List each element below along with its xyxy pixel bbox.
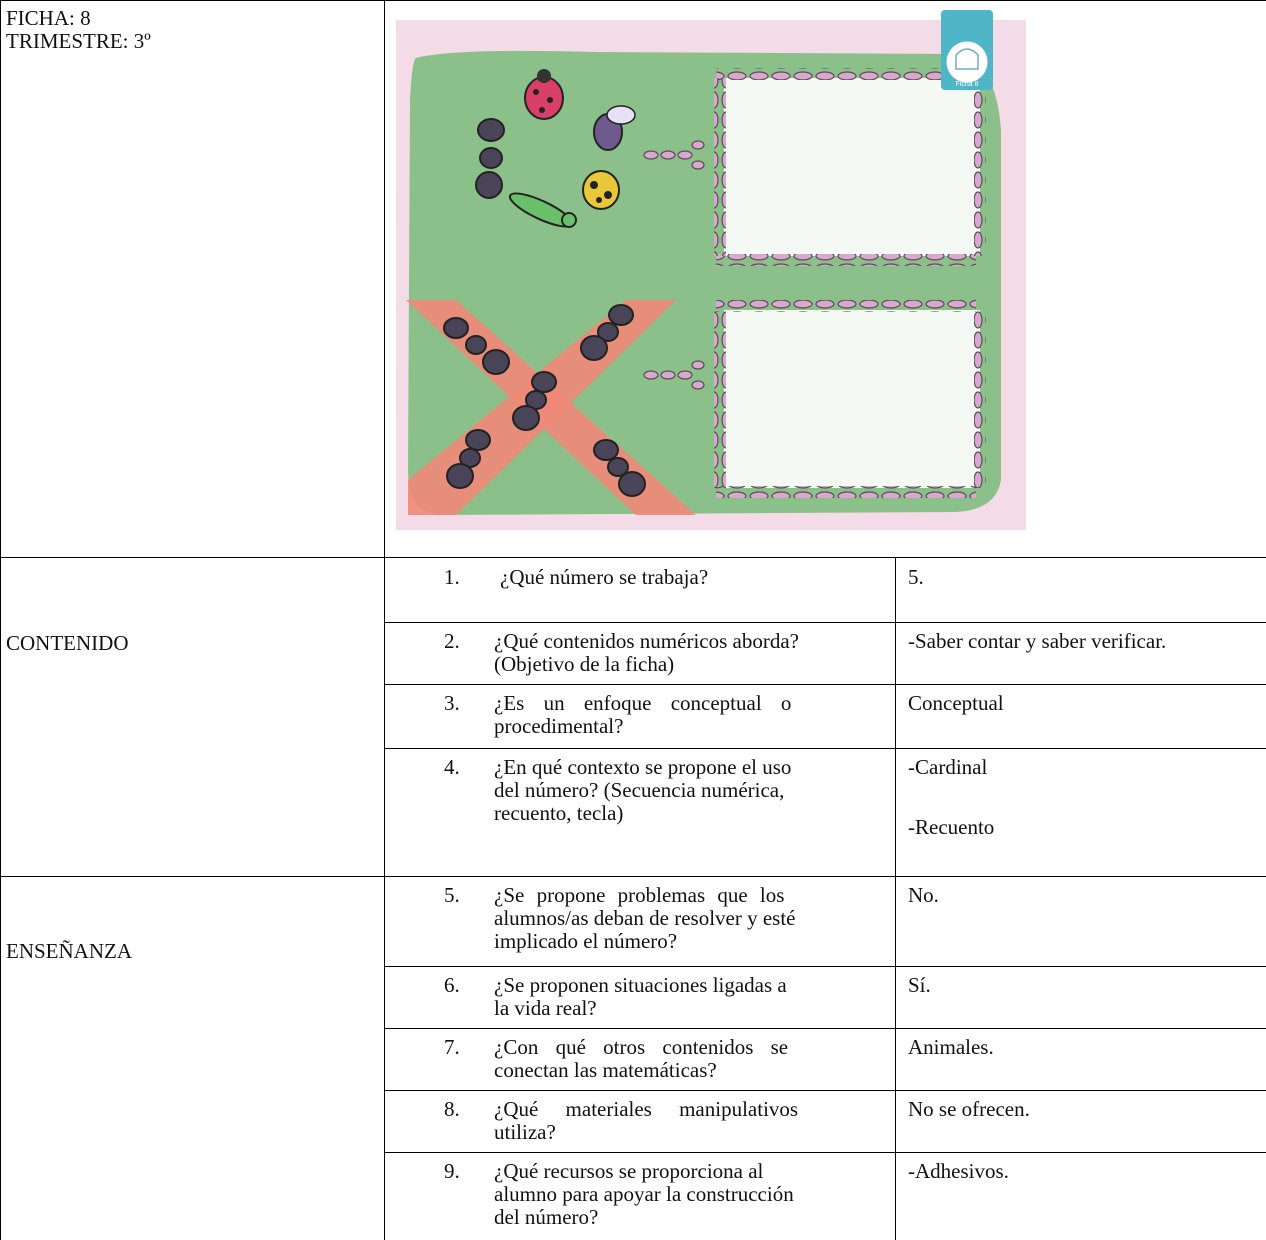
section-contenido: CONTENIDO [6, 631, 129, 655]
question-number: 7. [444, 1035, 460, 1059]
answer-4-line-1: -Cardinal [908, 755, 988, 779]
question-text: ¿Qué materiales manipulativos utiliza? [494, 1097, 799, 1144]
question-number: 8. [444, 1097, 460, 1121]
row-divider-q5 [384, 966, 1266, 967]
worksheet-tab-label: Ficha 8 [955, 81, 979, 88]
question-number: 6. [444, 973, 460, 997]
question-text: ¿Se propone problemas que los alumnos/as deban de resolver y esté implicado el número? [494, 883, 796, 953]
question-number: 5. [444, 883, 460, 907]
answer-8: No se ofrecen. [908, 1097, 1030, 1121]
table-border-left [0, 0, 1, 1240]
row-divider-section [0, 876, 1266, 877]
answer-2: -Saber contar y saber verificar. [908, 629, 1167, 653]
section-ensenanza: ENSEÑANZA [6, 939, 132, 963]
answer-3: Conceptual [908, 691, 1004, 715]
answer-9: -Adhesivos. [908, 1159, 1009, 1183]
question-text: ¿Qué contenidos numéricos aborda? (Objetivo de la ficha) [494, 629, 799, 676]
question-text: ¿Con qué otros contenidos se conectan las matemáticas? [494, 1035, 789, 1082]
answer-box-bottom [724, 310, 980, 488]
question-text: ¿Se proponen situaciones ligadas a la vida real? [494, 973, 787, 1020]
answer-6: Sí. [908, 973, 931, 997]
row-divider-q3 [384, 748, 1266, 749]
trimestre-label: TRIMESTRE: 3º [6, 29, 151, 53]
question-number: 4. [444, 755, 460, 779]
answer-box-top [724, 78, 980, 256]
question-number: 2. [444, 629, 460, 653]
answer-1: 5. [908, 565, 924, 589]
ant-purple-icon [476, 119, 504, 198]
row-divider-q6 [384, 1028, 1266, 1029]
question-number: 3. [444, 691, 460, 715]
question-number: 1. [444, 565, 460, 589]
table-border-top [0, 0, 1266, 1]
question-text: ¿Qué recursos se proporciona al alumno para apoyar la construcción del número? [494, 1159, 794, 1229]
row-divider-q1 [384, 622, 1266, 623]
worksheet-illustration [396, 10, 1026, 530]
answer-5: No. [908, 883, 939, 907]
question-number: 9. [444, 1159, 460, 1183]
row-divider-q2 [384, 684, 1266, 685]
answer-7: Animales. [908, 1035, 994, 1059]
row-divider-illustration [0, 557, 1266, 558]
row-divider-q7 [384, 1090, 1266, 1091]
row-divider-q8 [384, 1152, 1266, 1153]
column-divider-main [384, 0, 385, 1240]
column-divider-answers [895, 557, 896, 1240]
ficha-label: FICHA: 8 [6, 6, 91, 30]
question-text: ¿Qué número se trabaja? [500, 565, 709, 589]
question-text: ¿En qué contexto se propone el uso del número? (Secuencia numérica, recuento, tecla) [494, 755, 792, 825]
ladybug-yellow-icon [583, 171, 619, 209]
question-text: ¿Es un enfoque conceptual o procedimental? [494, 691, 792, 738]
answer-4-line-2: -Recuento [908, 815, 995, 839]
